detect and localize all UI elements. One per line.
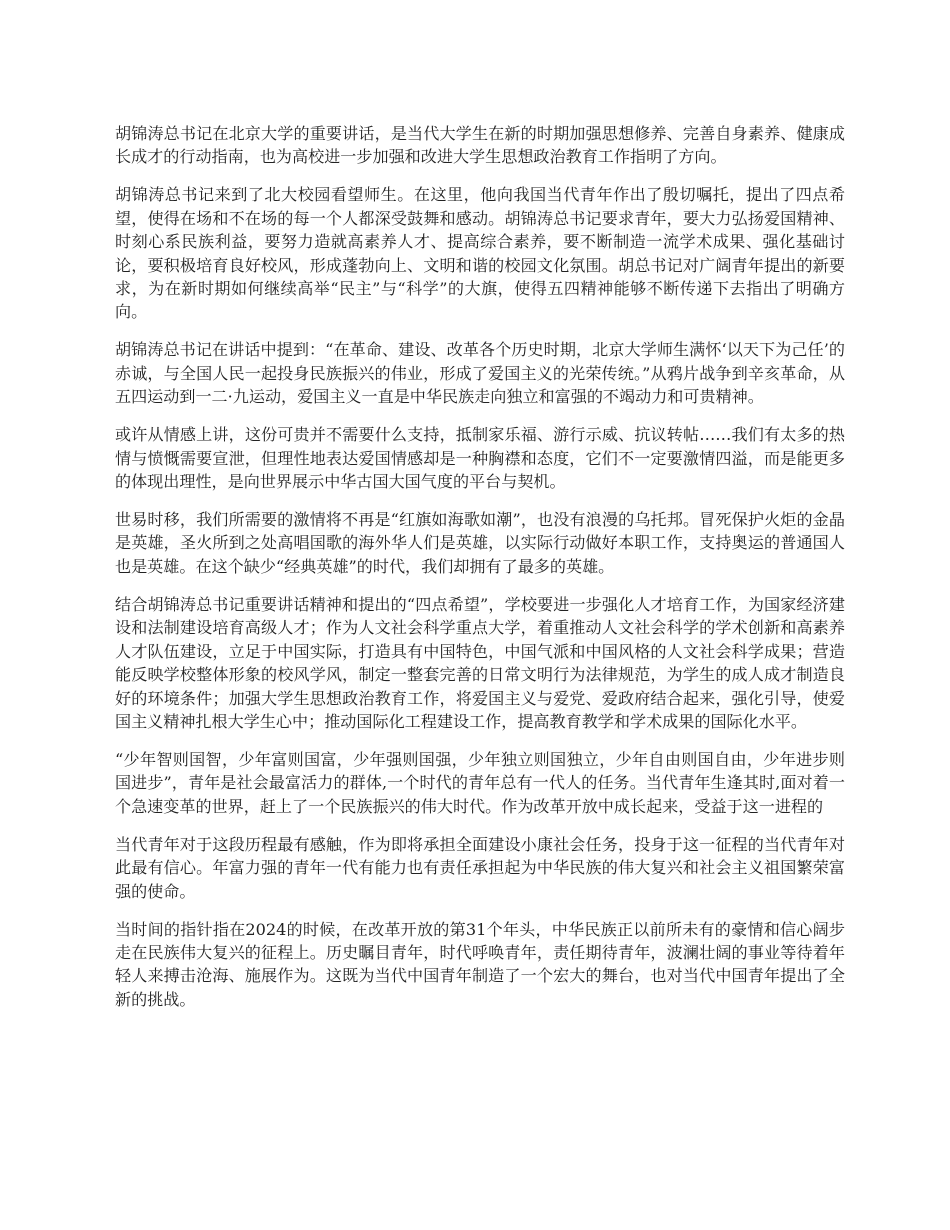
paragraph-7: “少年智则国智，少年富则国富，少年强则国强，少年独立则国独立，少年自由则国自由，少年进步则国进步”，青年是社会最富活力的群体,一个时代的青年总有一代人的任务。当代青年生逢其时,面对着一个急速变革的世界，赶上了一个民族振兴的伟大时代。作为改革开放中成长起来，受益于这一进程的 bbox=[115, 749, 845, 816]
paragraph-8: 当代青年对于这段历程最有感触，作为即将承担全面建设小康社会任务，投身于这一征程的当代青年对此最有信心。年富力强的青年一代有能力也有责任承担起为中华民族的伟大复兴和社会主义祖国繁荣富强的使命。 bbox=[115, 834, 845, 901]
paragraph-3: 胡锦涛总书记在讲话中提到：“在革命、建设、改革各个历史时期，北京大学师生满怀‘以天下为己任’的赤诚，与全国人民一起投身民族振兴的伟业，形成了爱国主义的光荣传统。”从鸦片战争到辛亥革命，从五四运动到一二·九运动，爱国主义一直是中华民族走向独立和富强的不竭动力和可贵精神。 bbox=[115, 340, 845, 407]
paragraph-1: 胡锦涛总书记在北京大学的重要讲话，是当代大学生在新的时期加强思想修养、完善自身素养、健康成长成才的行动指南，也为高校进一步加强和改进大学生思想政治教育工作指明了方向。 bbox=[115, 124, 845, 167]
paragraph-2: 胡锦涛总书记来到了北大校园看望师生。在这里，他向我国当代青年作出了殷切嘱托，提出了四点希望，使得在场和不在场的每一个人都深受鼓舞和感动。胡锦涛总书记要求青年，要大力弘扬爱国精神、时刻心系民族利益，要努力造就高素养人才、提高综合素养，要不断制造一流学术成果、强化基础讨论，要积极培育良好校风，形成蓬勃向上、文明和谐的校园文化氛围。胡总书记对广阔青年提出的新要求，为在新时期如何继续高举“民主”与“科学”的大旗，使得五四精神能够不断传递下去指出了明确方向。 bbox=[115, 185, 845, 322]
document-page bbox=[115, 122, 845, 1026]
paragraph-6: 结合胡锦涛总书记重要讲话精神和提出的“四点希望”，学校要进一步强化人才培育工作，为国家经济建设和法制建设培育高级人才；作为人文社会科学重点大学，着重推动人文社会科学的学术创新和高素养人才队伍建设，立足于中国实际，打造具有中国特色，中国气派和中国风格的人文社会科学成果；营造能反映学校整体形象的校风学风，制定一整套完善的日常文明行为法律规范，为学生的成人成才制造良好的环境条件；加强大学生思想政治教育工作，将爱国主义与爱党、爱政府结合起来，强化引导，使爱国主义精神扎根大学生心中；推动国际化工程建设工作，提高教育教学和学术成果的国际化水平。 bbox=[115, 594, 845, 731]
paragraph-4: 或许从情感上讲，这份可贵并不需要什么支持，抵制家乐福、游行示威、抗议转帖……我们有太多的热情与愤慨需要宣泄，但理性地表达爱国情感却是一种胸襟和态度，它们不一定要激情四溢，而是能更多的体现出理性，是向世界展示中华古国大国气度的平台与契机。 bbox=[115, 425, 845, 492]
paragraph-5: 世易时移，我们所需要的激情将不再是“红旗如海歌如潮”，也没有浪漫的乌托邦。冒死保护火炬的金晶是英雄，圣火所到之处高唱国歌的海外华人们是英雄，以实际行动做好本职工作，支持奥运的普通国人也是英雄。在这个缺少“经典英雄”的时代，我们却拥有了最多的英雄。 bbox=[115, 510, 845, 576]
paragraph-9: 当时间的指针指在2024的时候，在改革开放的第31个年头，中华民族正以前所未有的豪情和信心阔步走在民族伟大复兴的征程上。历史瞩目青年，时代呼唤青年，责任期待青年，波澜壮阔的事业等待着年轻人来搏击沧海、施展作为。这既为当代中国青年制造了一个宏大的舞台，也对当代中国青年提出了全新的挑战。 bbox=[115, 919, 845, 1009]
